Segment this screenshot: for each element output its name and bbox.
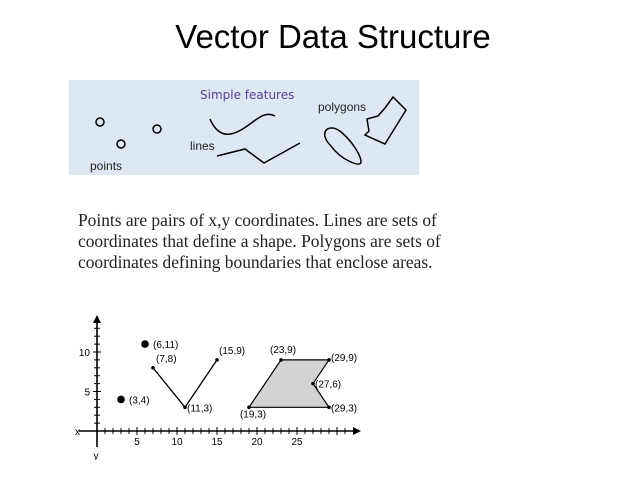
stepped-polygon: [365, 97, 406, 144]
coordinate-label: (19,3): [239, 409, 267, 421]
segmented-line: [217, 143, 300, 163]
y-tick-label: 5: [84, 387, 90, 399]
coordinate-label: (29,9): [331, 352, 358, 364]
point-marker: [141, 340, 149, 348]
blob-polygon: [325, 128, 361, 164]
paragraph-line: coordinates defining boundaries that enclose areas.: [78, 252, 433, 272]
coordinate-label: (6,11): [153, 340, 179, 352]
y-tick-label: 10: [78, 348, 90, 359]
polygons-label: polygons: [318, 100, 367, 114]
point-marker: [117, 140, 125, 148]
coordinate-label: (15,9): [219, 345, 246, 357]
coordinate-label: (29,3): [331, 403, 358, 415]
coordinate-label: (3,4): [129, 395, 150, 407]
slide-title: Vector Data Structure: [175, 18, 491, 55]
y-axis-label: y: [93, 451, 99, 460]
paragraph-line: Points are pairs of x,y coordinates. Lines are sets of: [78, 210, 437, 230]
paragraph-line: coordinates that define a shape. Polygons are sets of: [78, 231, 441, 251]
lines-label: lines: [190, 139, 215, 153]
x-axis-arrow: [353, 427, 361, 435]
coordinate-label: (23,9): [269, 344, 297, 356]
curved-line: [210, 114, 275, 134]
point-marker: [96, 118, 104, 126]
x-axis-label: x: [75, 427, 80, 438]
coordinate-label: (7,8): [156, 353, 177, 365]
coordinate-plot: [70, 315, 370, 460]
point-marker: [153, 125, 161, 133]
line-shape: [153, 360, 217, 407]
simple-features-panel: [69, 80, 419, 175]
x-tick-label: 15: [211, 437, 223, 448]
coordinate-label: (27,6): [315, 379, 342, 391]
x-tick-label: 25: [291, 437, 303, 448]
description-paragraph: [78, 210, 558, 273]
points-label: points: [90, 159, 123, 173]
y-axis-arrow: [93, 315, 101, 323]
line-vertex: [151, 366, 155, 370]
x-tick-label: 5: [134, 437, 140, 448]
simple-features-heading: Simple features: [200, 88, 295, 102]
x-tick-label: 20: [251, 437, 263, 448]
line-vertex: [215, 358, 219, 362]
point-marker: [117, 396, 125, 404]
x-tick-label: 10: [171, 437, 183, 448]
polygon-vertex: [279, 358, 283, 362]
coordinate-label: (11,3): [187, 403, 213, 415]
